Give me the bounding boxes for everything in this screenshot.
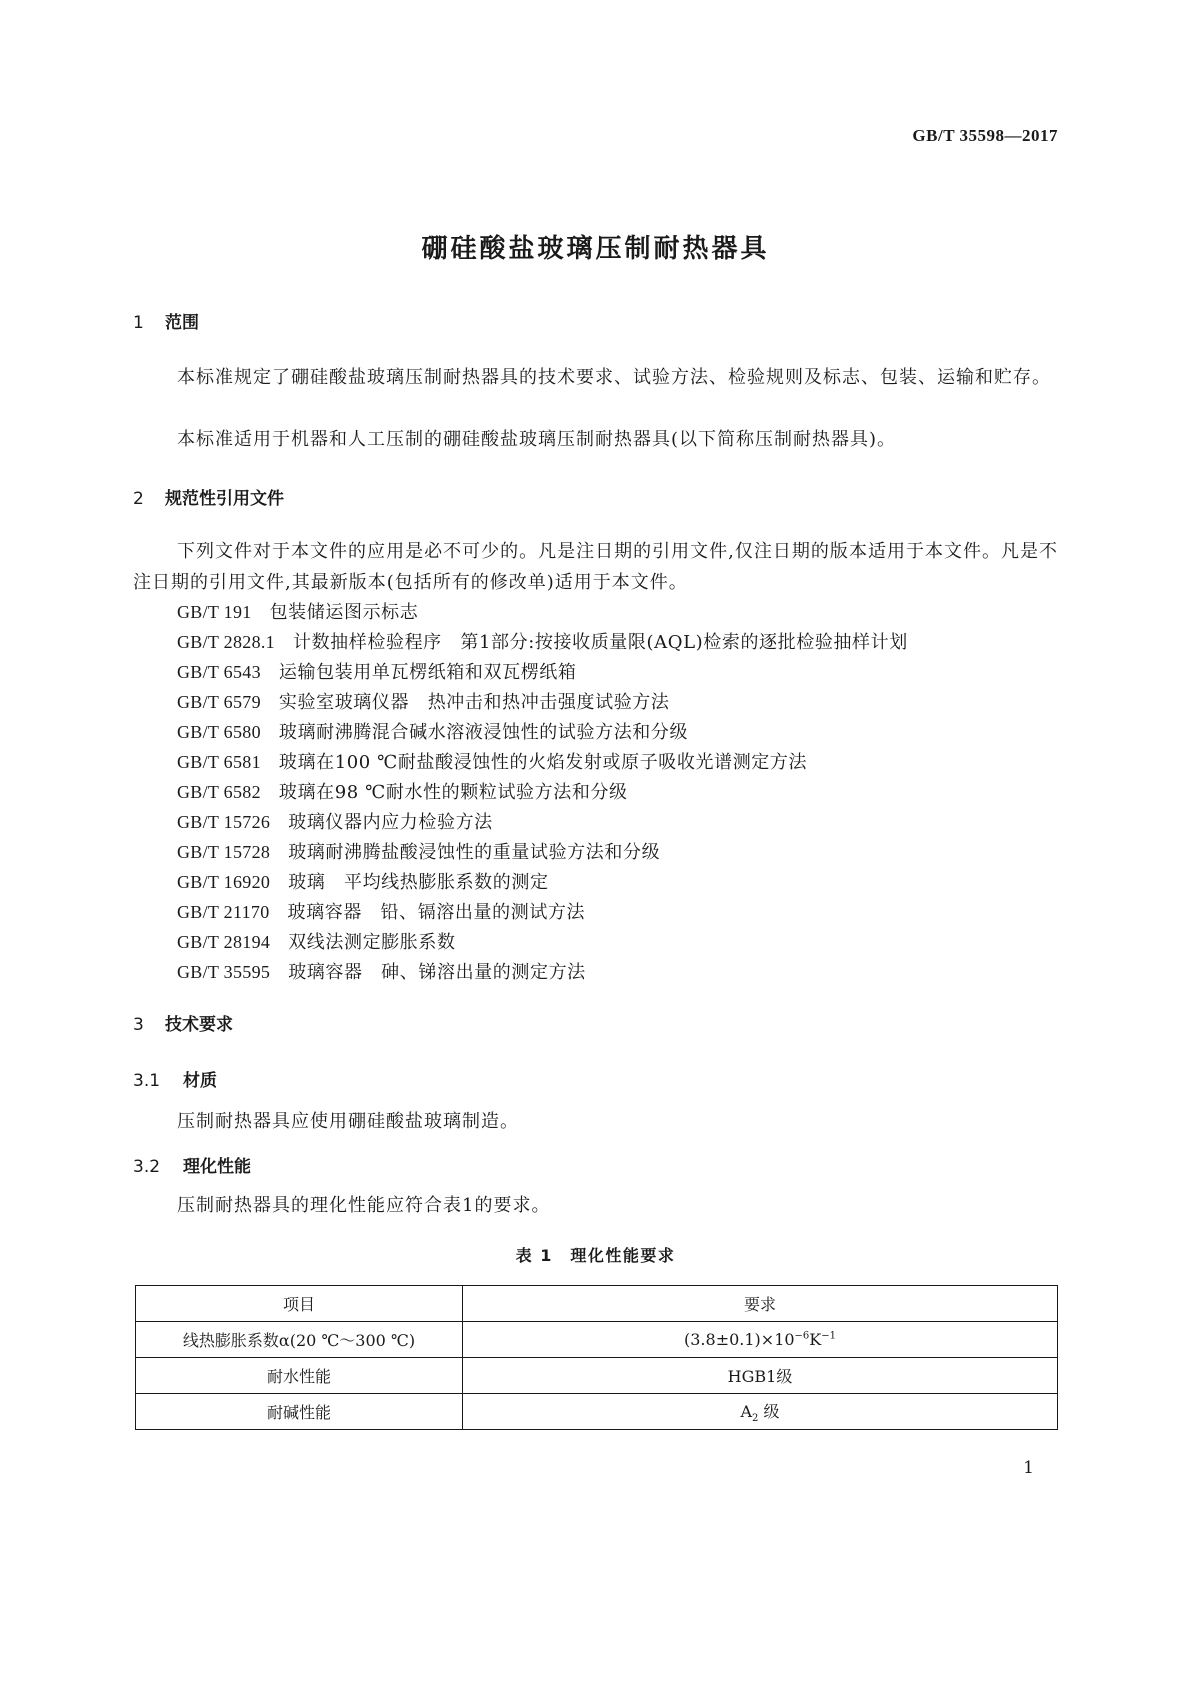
references-intro-paragraph: 下列文件对于本文件的应用是必不可少的。凡是注日期的引用文件,仅注日期的版本适用于本文件。凡是不注日期的引用文件,其最新版本(包括所有的修改单)适用于本文件。 [133,541,1058,593]
section-number: 3 [133,1015,144,1035]
reference-item [177,958,586,984]
reference-code: GB/T 6582 [177,782,261,802]
reference-item [177,838,660,864]
reference-title: 玻璃耐沸腾混合碱水溶液浸蚀性的试验方法和分级 [278,722,689,743]
section-title: 技术要求 [165,1015,233,1035]
table-header-row [136,1286,1058,1322]
reference-item [177,718,688,744]
section-heading-normative-references [133,484,284,509]
reference-code: GB/T 6580 [177,722,261,742]
reference-title: 玻璃容器 铅、镉溶出量的测试方法 [287,902,586,923]
value-grade: 级 [758,1401,780,1421]
table-cell-value [463,1322,1058,1358]
reference-title: 运输包装用单瓦楞纸箱和双瓦楞纸箱 [278,662,577,683]
document-title: 硼硅酸盐玻璃压制耐热器具 [421,234,770,264]
table-cell-item: 耐水性能 [136,1358,463,1394]
section-title: 范围 [165,313,199,333]
subsection-title: 材质 [183,1071,217,1091]
scope-paragraph-2: 本标准适用于机器和人工压制的硼硅酸盐玻璃压制耐热器具(以下简称压制耐热器具)。 [177,429,897,450]
standard-number: GB/T 35598—2017 [912,126,1058,145]
table-row [136,1394,1058,1430]
reference-item [177,778,628,804]
reference-title: 玻璃在100 ℃耐盐酸浸蚀性的火焰发射或原子吸收光谱测定方法 [278,752,808,773]
reference-item [177,658,577,684]
table-cell-value: HGB1级 [463,1358,1058,1394]
reference-code: GB/T 15726 [177,812,271,832]
reference-code: GB/T 28194 [177,932,271,952]
reference-code: GB/T 35595 [177,962,271,982]
reference-code: GB/T 6581 [177,752,261,772]
reference-title: 玻璃耐沸腾盐酸浸蚀性的重量试验方法和分级 [288,842,661,863]
subsection-heading-physicochemical [133,1152,251,1177]
table-cell-item: 耐碱性能 [136,1394,463,1430]
reference-title: 实验室玻璃仪器 热冲击和热冲击强度试验方法 [278,692,670,713]
table-header-item: 项目 [136,1286,463,1322]
reference-title: 双线法测定膨胀系数 [288,932,456,953]
table-header-requirement: 要求 [463,1286,1058,1322]
reference-item [177,868,549,894]
scope-paragraph-1: 本标准规定了硼硅酸盐玻璃压制耐热器具的技术要求、试验方法、检验规则及标志、包装、运输和贮存。 [177,367,1051,388]
reference-title: 玻璃容器 砷、锑溶出量的测定方法 [288,962,586,983]
reference-item [177,928,456,954]
reference-item [177,808,493,834]
reference-code: GB/T 191 [177,602,252,622]
material-paragraph: 压制耐热器具应使用硼硅酸盐玻璃制造。 [177,1111,519,1132]
reference-title: 玻璃在98 ℃耐水性的颗粒试验方法和分级 [278,782,628,803]
value-subscript: 2 [752,1413,759,1425]
subsection-title: 理化性能 [183,1157,251,1177]
reference-item [177,688,670,714]
value-main: A [740,1401,753,1421]
reference-title: 玻璃 平均线热膨胀系数的测定 [288,872,549,893]
section-number: 1 [133,313,144,333]
section-number: 2 [133,489,144,509]
subsection-heading-material [133,1066,217,1091]
subsection-number: 3.2 [133,1157,161,1177]
section-title: 规范性引用文件 [165,489,284,509]
table-row [136,1322,1058,1358]
requirements-table [135,1285,1058,1430]
section-heading-technical-requirements [133,1010,233,1035]
table-cell-value [463,1394,1058,1430]
reference-code: GB/T 6579 [177,692,261,712]
reference-code: GB/T 21170 [177,902,270,922]
page-number: 1 [1023,1458,1034,1478]
table-caption: 表 1 理化性能要求 [515,1246,676,1265]
physicochemical-paragraph: 压制耐热器具的理化性能应符合表1的要求。 [177,1195,551,1216]
reference-item [177,628,908,654]
reference-code: GB/T 6543 [177,662,261,682]
reference-title: 玻璃仪器内应力检验方法 [288,812,493,833]
subsection-number: 3.1 [133,1071,161,1091]
value-main: (3.8±0.1)×10 [684,1330,795,1349]
reference-code: GB/T 2828.1 [177,632,275,652]
reference-item [177,598,418,624]
value-unit: K [809,1330,822,1349]
value-exponent: −6 [794,1330,810,1342]
reference-item [177,748,807,774]
reference-code: GB/T 15728 [177,842,271,862]
value-unit-exponent: −1 [821,1330,836,1342]
reference-title: 计数抽样检验程序 第1部分:按接收质量限(AQL)检索的逐批检验抽样计划 [292,632,908,653]
section-heading-scope [133,308,199,333]
table-row [136,1358,1058,1394]
reference-title: 包装储运图示标志 [269,602,419,623]
reference-item [177,898,585,924]
reference-code: GB/T 16920 [177,872,271,892]
table-cell-item: 线热膨胀系数α(20 ℃～300 ℃) [136,1322,463,1358]
